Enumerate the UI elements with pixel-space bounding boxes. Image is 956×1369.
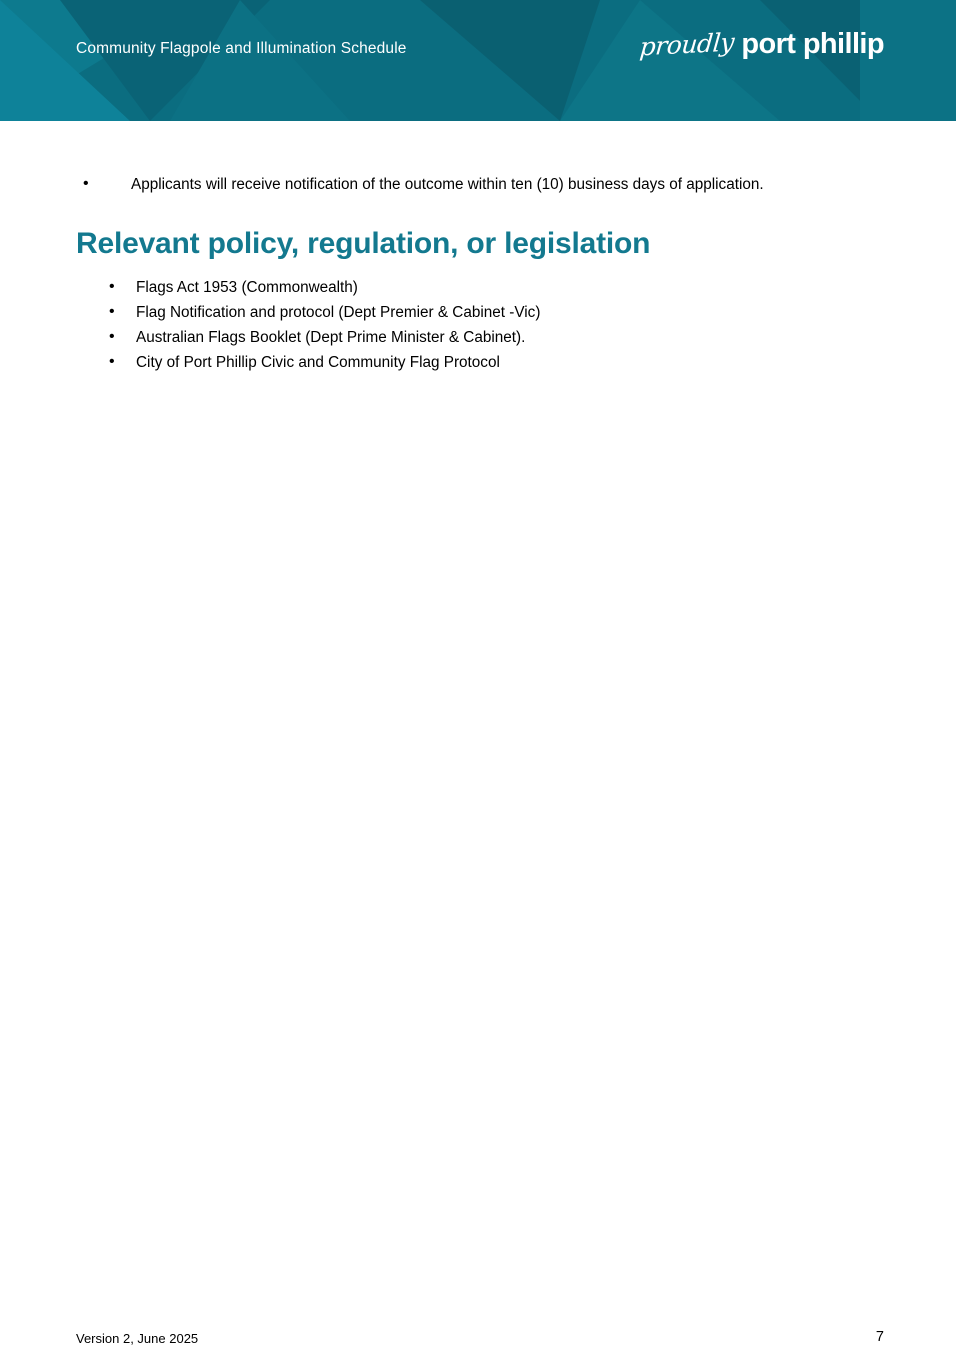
- document-header-title: Community Flagpole and Illumination Schedule: [76, 40, 407, 57]
- banner-facet-3: [0, 0, 130, 121]
- page-content: [0, 121, 956, 375]
- bullet-glyph: •: [109, 328, 115, 345]
- list-item-text: City of Port Phillip Civic and Community Flag Protocol: [136, 354, 500, 371]
- list-item: [109, 275, 956, 300]
- list-item-text: Applicants will receive notification of the outcome within ten (10) business days of application.: [131, 176, 764, 193]
- page-footer: [0, 1317, 956, 1369]
- footer-version-text: Version 2, June 2025: [76, 1331, 199, 1346]
- reference-list: [0, 275, 956, 375]
- bullet-glyph: •: [109, 303, 115, 320]
- list-item: [109, 350, 956, 375]
- list-item: [109, 325, 956, 350]
- bullet-glyph: •: [109, 278, 115, 295]
- list-item: [83, 173, 884, 196]
- bullet-glyph: •: [109, 353, 115, 370]
- banner-facet-8: [170, 0, 350, 121]
- list-item: [109, 300, 956, 325]
- list-item-text: Flags Act 1953 (Commonwealth): [136, 279, 358, 296]
- footer-page-number: 7: [875, 1329, 884, 1345]
- page-title: Relevant policy, regulation, or legislation: [76, 227, 651, 260]
- logo-wordmark-text: port phillip: [741, 28, 884, 60]
- list-item-text: Flag Notification and protocol (Dept Premier & Cabinet -Vic): [136, 304, 541, 321]
- intro-bullet-list: [0, 173, 956, 196]
- list-item-text: Australian Flags Booklet (Dept Prime Minister & Cabinet).: [136, 329, 526, 346]
- bullet-glyph: •: [83, 175, 89, 192]
- port-phillip-logo: [640, 28, 884, 61]
- logo-script-text: proudly: [638, 27, 735, 62]
- page-header-banner: [0, 0, 956, 121]
